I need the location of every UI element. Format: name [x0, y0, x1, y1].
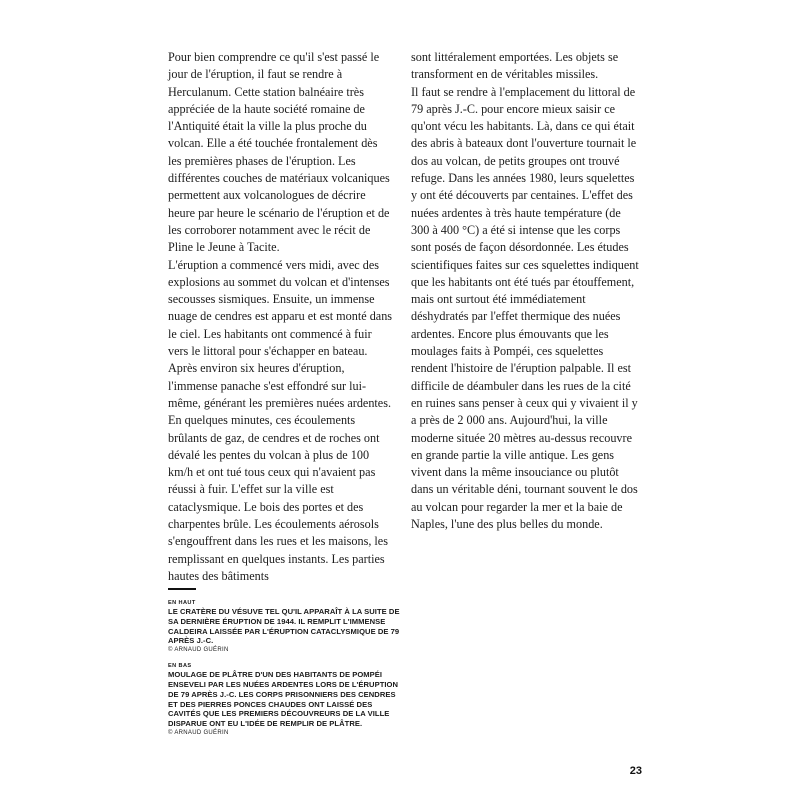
caption-top	[168, 599, 403, 655]
caption-top-label: EN HAUT	[168, 600, 196, 606]
page-number: 23	[629, 765, 642, 777]
paragraph-herculanum: Pour bien comprendre ce qu'il s'est passé le jour de l'éruption, il faut se rendre à Herculanum. Cette station balnéaire très appréciée de la haute société romaine de l'Antiquité était la ville la plus proche du volcan. Elle a été touchée frontalement dès les premières phases de l'éruption. Les différentes couches de matériaux volcaniques permettent aux volcanologues de décrire heure par heure le scénario de l'éruption et de les corroborer notamment avec le récit de Pline le Jeune à Tacite.	[168, 50, 390, 255]
paragraph-continuation: sont littéralement emportées. Les objets se transforment en de véritables missiles.	[411, 50, 619, 82]
article-right-column	[411, 49, 641, 533]
paragraph-littoral: Il faut se rendre à l'emplacement du littoral de 79 après J.-C. pour encore mieux saisir ce qu'ont vécu les habitants. Là, dans ce qui était des abris à bateaux dont l'ouverture tournait le dos au volcan, de petits groupes ont trouvé refuge. Dans les années 1980, leurs squelettes y ont été découverts par centaines. L'effet des nuées ardentes à très haute température (de 300 à 400 °C) a été si intense que les corps sont posés de façon désordonnée. Les études scientifiques faites sur ces squelettes indiquent que les habitants ont été tués par étouffement, mais ont surtout été immédiatement déshydratés par l'effet thermique des nuées ardentes. Encore plus émouvants que les moulages faits à Pompéi, ces squelettes rendent l'histoire de l'éruption palpable. Il est difficile de déambuler dans les rues de la cité en ruines sans penser à ceux qui y vivaient il y a près de 2 000 ans. Aujourd'hui, la ville moderne située 20 mètres au-dessus recouvre en grande partie la ville antique. Les gens vivent dans la même insouciance ou plutôt dans un véritable déni, tournant souvent le dos au volcan pour regarder la mer et la baie de Naples, l'une des plus belles du monde.	[411, 84, 639, 532]
paragraph-eruption-timeline: L'éruption a commencé vers midi, avec des explosions au sommet du volcan et d'intenses secousses sismiques. Ensuite, un immense nuage de cendres est apparu et est monté dans le ciel. Les habitants ont commencé à fuir vers le littoral pour s'échapper en bateau. Après environ six heures d'éruption, l'immense panache s'est effondré sur lui-même, générant les premières nuées ardentes. En quelques minutes, ces écoulements brûlants de gaz, de cendres et de roches ont dévalé les pentes du volcan à plus de 100 km/h et ont tué tous ceux qui n'avaient pas réussi à fuir. L'effet sur la ville est cataclysmique. Le bois des portes et des charpentes brûle. Les écoulements aérosols s'engouffrent dans les rues et les maisons, les remplissant en quelques instants. Les parties hautes des bâtiments	[168, 257, 393, 583]
caption-bottom-credit: © ARNAUD GUÉRIN	[168, 729, 229, 736]
caption-bottom-text: MOULAGE DE PLÂTRE D'UN DES HABITANTS DE POMPÉI ENSEVELI PAR LES NUÉES ARDENTES LORS DE L'ÉRUPTION DE 79 APRÈS J.-C. LES CORPS PRISONNIERS DES CENDRES ET DES PIERRES PONCES CHAUDES ONT LAISSÉ DES CAVITÉS QUE LES PREMIERS DÉCOUVREURS DE LA VILLE DISPARUE ONT EU L'IDÉE DE REMPLIR DE PLÂTRE.	[168, 670, 399, 729]
photo-captions	[168, 599, 403, 738]
caption-top-text: LE CRATÈRE DU VÉSUVE TEL QU'IL APPARAÎT À LA SUITE DE SA DERNIÈRE ÉRUPTION DE 1944. IL REMPLIT L'IMMENSE CALDEIRA LAISSÉE PAR L'ÉRUPTION CATACLYSMIQUE DE 79 APRÈS J.-C.	[168, 607, 400, 646]
article-left-column	[168, 49, 393, 585]
caption-bottom	[168, 662, 403, 738]
caption-bottom-label: EN BAS	[168, 663, 192, 670]
caption-divider	[168, 588, 196, 590]
caption-top-credit: © ARNAUD GUÉRIN	[168, 647, 229, 654]
